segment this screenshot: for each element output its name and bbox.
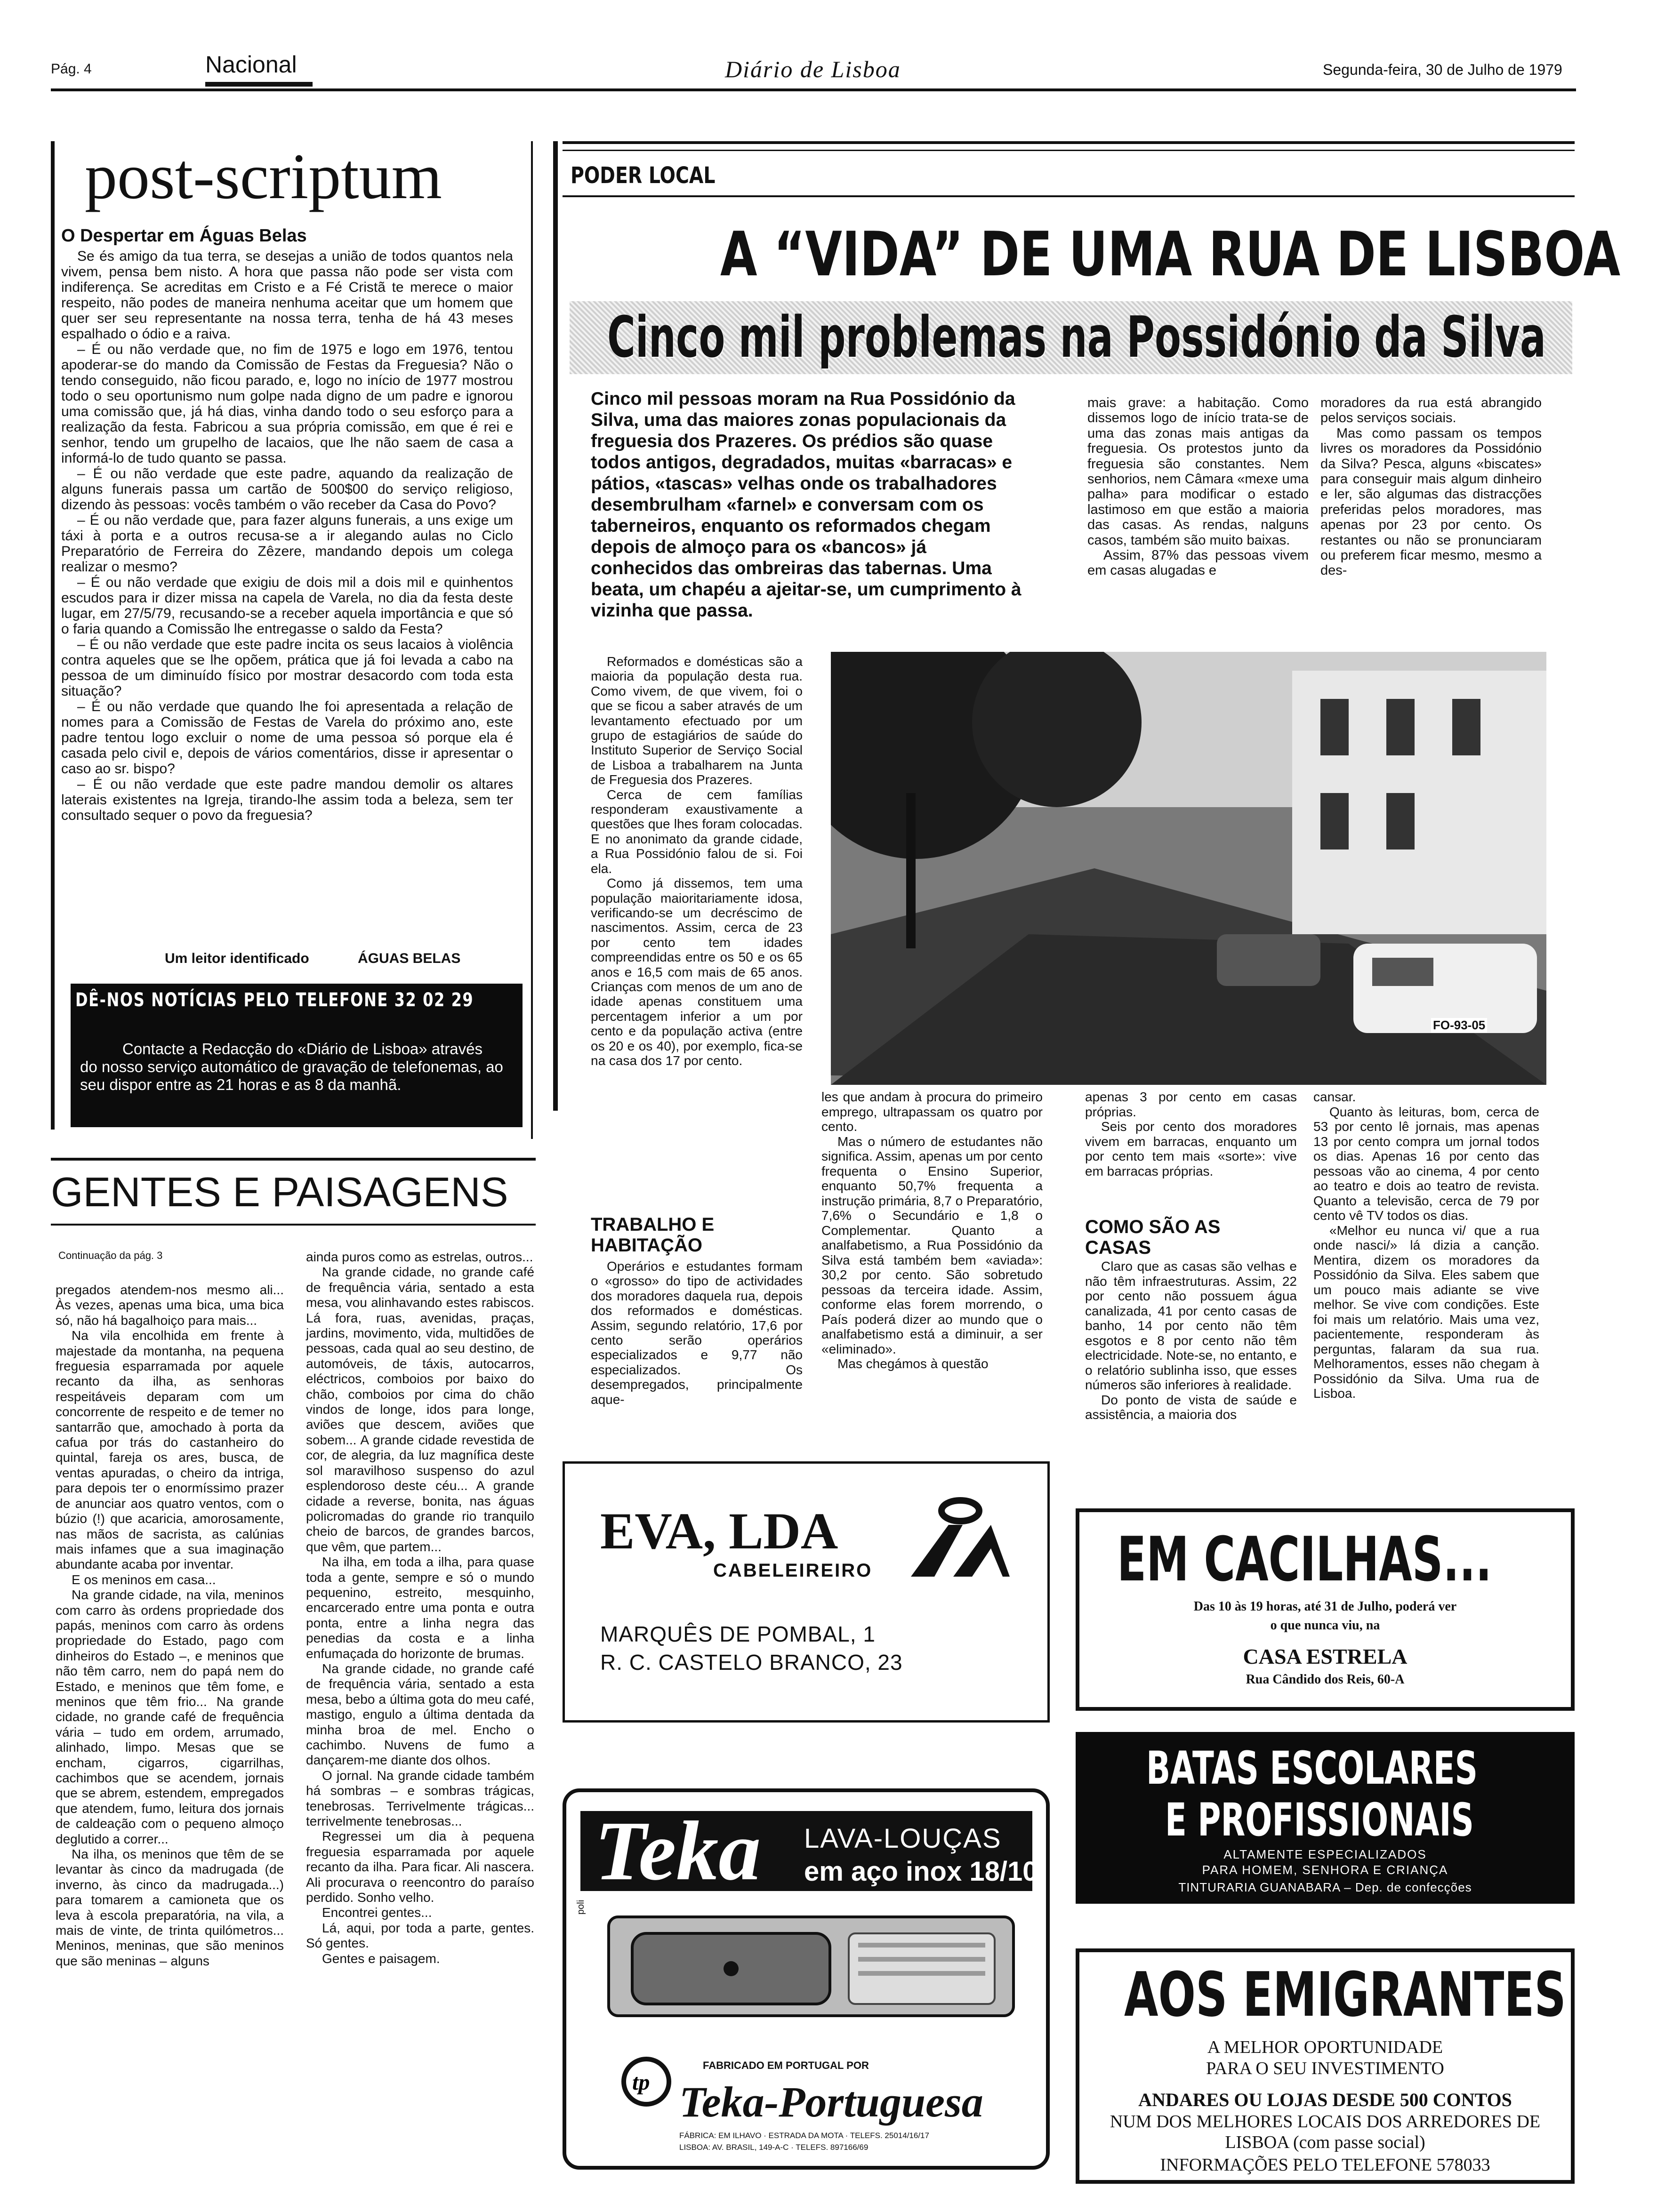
casas-subhead: COMO SÃO AS CASAS [1085,1217,1221,1258]
paragraph: Regressei um dia à pequena freguesia esparramada por aquele recanto da ilha. Para ficar. Ali nascera. Ali procurava o reencontro do paraíso perdido. Sonho velho. [306,1829,534,1905]
poder-local-headline: A “VIDA” DE UMA RUA DE LISBOA [720,218,1621,290]
paragraph: ainda puros como as estrelas, outros... [306,1250,533,1264]
paragraph: Mas chegámos à questão [837,1356,989,1371]
poder-local-colD-mid [1313,1090,1539,1401]
ad-batas-title2: E PROFISSIONAIS [1165,1794,1474,1846]
paragraph: Se és amigo da tua terra, se desejas a união de todos quantos nela vivem, pensa bem nisto. A hora que passa não pode ser vista com indiferença. Se acreditas em Cristo e a Fé Cristã te merece o maior respeito, não podes de maneira nenhuma aceitar que um homem que quer ser seu representante na nossa terra, tenha de há 43 meses espalhado o ódio e a raiva. [61,248,513,342]
gentes-bottom-rule [51,1224,536,1226]
ad-teka-side: poli [576,1899,586,1915]
ad-batas-title1: BATAS ESCOLARES [1146,1742,1478,1795]
section-underline [205,82,313,87]
postscriptum-signature-left: Um leitor identificado [165,951,309,966]
poder-local-colB-mid [821,1090,1043,1371]
paragraph: Assim, 87% das pessoas vivem em casas alugadas e [1087,548,1309,578]
ad-eva-sub: CABELEIREIRO [713,1560,873,1581]
poder-local-kicker: PODER LOCAL [571,162,716,189]
ad-emigrantes-l3: ANDARES OU LOJAS DESDE 500 CONTOS [1138,2089,1512,2110]
ad-emigrantes-l1: A MELHOR OPORTUNIDADE [1207,2037,1443,2057]
paragraph: Mas como passam os tempos livres os moradores da Possidónio da Silva? Pesca, alguns «biscates» para conseguir mais algum dinheiro e ler, são algumas das distracções preferidas pelos moradores, mas apenas por 23 por cento. Os restantes ou não se pronunciaram ou preferem ficar mesmo, mesmo a des- [1320,425,1542,578]
poder-local-lead: Cinco mil pessoas moram na Rua Possidónio da Silva, uma das maiores zonas populacionais da freguesia dos Prazeres. Os prédios são quase todos antigos, degradados, muitas «barracas» e pátios, «tascas» velhas onde os trabalhadores desembrulham «farnel» e conversam com os taberneiros, enquanto os reformados chegam depois de almoço para os «bancos» já conhecidos das ombreiras das tabernas. Uma beata, um chapéu a ajeitar-se, um cumprimento à vizinha que passa. [591,389,1022,621]
ad-eva-name: EVA, LDA [600,1502,838,1560]
poder-local-colB-top [1087,395,1309,578]
paragraph: – É ou não verdade que este padre incita os seus lacaios à violência contra aqueles que se lhe opõem, prática que já foi levada a cabo na pessoa de um diminuído físico por mostrar desacordo com toda esta situação? [61,637,513,699]
postscriptum-right-bar [531,141,533,1139]
paragraph: cansar. [1313,1090,1356,1104]
paragraph: Cerca de cem famílias responderam exaustivamente a questões que lhes foram colocadas. E no anonimato da grande cidade, a Rua Possidónio falou de si. Foi ela. [591,787,803,876]
poder-local-colC-mid [1085,1090,1297,1178]
section-name: Nacional [205,51,297,78]
paragraph: Na ilha, os meninos que têm de se levantar às cinco da madrugada (de inverno, às cinco da madrugada...) para tomarem a camioneta que os leva à escola preparatória, na vila, a mais de vinte, de trinta quilómetros... Meninos, meninas, que são meninos que são meninas – alguns [56,1847,284,1968]
masthead-rule [51,88,1576,91]
poder-local-top-rule [563,141,1575,144]
paragraph: Reformados e domésticas são a maioria da população desta rua. Como vivem, de que vivem, foi o que se ficou a saber através de um levantamento efectuado por um grupo de estagiários de saúde do Instituto Superior de Serviço Social de Lisboa a trabalharem na Junta de Freguesia dos Prazeres. [591,654,803,787]
svg-text:tp: tp [632,2070,650,2095]
postscriptum-signature-right: ÁGUAS BELAS [358,951,461,966]
teka-portuguesa-logo-icon [620,2056,672,2108]
paragraph: Operários e estudantes formam o «grosso» do tipo de actividades dos moradores daquela rua, depois dos reformados e domésticas. Assim, segundo relatório, 17,6 por cento serão operários especializados e 9,77 não especializados. Os desempregados, principalmente aque- [591,1259,803,1407]
gentes-continuation: Continuação da pág. 3 [58,1250,163,1261]
paragraph: Lá, aqui, por toda a parte, gentes. Só gentes. [306,1920,534,1951]
ad-eva-addr1: MARQUÊS DE POMBAL, 1 [600,1622,876,1646]
gentes-col2 [306,1250,534,1966]
paragraph: apenas 3 por cento em casas próprias. [1085,1090,1297,1119]
poder-local-left-bar [553,141,558,1111]
paragraph: Encontrei gentes... [322,1905,432,1920]
ad-cacilhas-line2: o que nunca viu, na [1270,1618,1380,1633]
masthead [0,0,1657,94]
paragraph: Claro que as casas são velhas e não têm infraestruturas. Assim, 22 por cento não possuem água canalizada, 41 por cento casas de banho, 14 por cento não têm esgotos e 8 por cento não têm electricidade. Note-se, no entanto, e o relatório sublinha isso, que esses números são inferiores à realidade. [1085,1259,1297,1392]
postscriptum-title: post-scriptum [85,140,442,212]
paragraph: Na grande cidade, na vila, meninos com carro às ordens propriedade dos papás, meninos com carro às ordens propriedade do Estado, pago com dinheiros do Estado –, e meninos que não têm carro, nem do papá nem do Estado, e meninos que têm fome, e meninos que têm frio... Na grande cidade, no grande café de frequência vária – tudo em ordem, arrumado, alinhado, limpo. Mesas que se encham, cigarros, cigarrilhas, cachimbos que se acendem, jornais que se abrem, estendem, empregados que atendem, fumo, leitura dos jornais de caldeação com o pequeno almoço deglutido a correr... [56,1587,284,1846]
paragraph: – É ou não verdade que quando lhe foi apresentada a relação de nomes para a Comissão de Festas de Varela do próximo ano, este padre tentou logo excluir o nome de uma pessoa só porque ela é casada pelo civil e, depois de vários comentários, disse ir apresentar o caso ao sr. bispo? [61,699,513,777]
paper-name: Diário de Lisboa [725,56,901,82]
paragraph: Seis por cento dos moradores vivem em barracas, enquanto um por cento tem mais «sorte»: vive em barracas próprias. [1085,1119,1297,1178]
paragraph: mais grave: a habitação. Como dissemos logo de início trata-se de uma das zonas mais antigas da freguesia. Os protestos junto da freguesia são constantes. Nem senhorios, nem Câmara «mexe uma palha» para modificar o estado lastimoso em que estão a maioria das casas. As rendas, nalguns casos, também são muito baixas. [1087,395,1309,548]
paragraph: E os meninos em casa... [72,1572,216,1587]
paragraph: Gentes e paisagem. [322,1951,440,1966]
paragraph: – É ou não verdade que este padre, aquando da realização de alguns funerais passa um cartão de 500$00 do serviço religioso, dizendo às pessoas: vocês também o vão receber da Casa do Povo? [61,466,513,513]
paragraph: Na vila encolhida em frente à majestade da montanha, na pequena freguesia esparramada por aquele recanto da ilha, as senhoras respeitáveis deparam com um concorrente de respeito e de temer no santarrão que, amochado à porta da cafua por trás do castanheiro do quintal, fareja os ares, busca, de ventas apuradas, o cheiro da intriga, para depois ter o enormíssimo prazer de anunciar aos quatro ventos, com o búzio (!) que acaricia, amorosamente, nas mãos de sacrista, as calúnias mais infames que a sua imaginação abundante acaba por inventar. [56,1328,284,1572]
ad-cacilhas-shop: CASA ESTRELA [1243,1644,1408,1668]
ad-emigrantes [1076,1948,1575,2184]
postscriptum-left-bar [51,141,55,1130]
ad-teka-product2: em aço inox 18/10 [804,1856,1038,1887]
poder-local-colA2 [591,1259,803,1407]
paragraph: – É ou não verdade que exigiu de dois mil a dois mil e quinhentos escudos para ir dizer missa na capela de Varela, no dia da festa deste lugar, em 27/5/79, recusando-se a receber aquela importância e que só o faria quando a Comissão lhe entregasse o saldo da Festa? [61,575,513,637]
paragraph: Mas o número de estudantes não significa. Assim, apenas um por cento frequenta o Ensino Superior, enquanto 50,7% frequenta a instrução primária, 8,7 o Preparatório, 7,6% o Secundário e 1,8 o Complementar. Quanto a analfabetismo, a Rua Possidónio da Silva está também bem «aviada»: 30,2 por cento. São sobretudo pessoas da terceira idade. Assim, conforme elas forem morrendo, o País poderá dizer ao mundo que o analfabetismo está a diminuir, a ser «eliminado». [821,1134,1043,1356]
ad-cacilhas-addr: Rua Cândido dos Reis, 60-A [1246,1672,1405,1687]
ad-eva-addr2: R. C. CASTELO BRANCO, 23 [600,1650,903,1675]
street-photo [831,652,1546,1085]
issue-date: Segunda-feira, 30 de Julho de 1979 [1323,61,1562,78]
ad-teka-brand: Teka [595,1804,761,1898]
poder-local-subhead: Cinco mil problemas na Possidónio da Silva [607,305,1546,370]
trabalho-subhead: TRABALHO E HABITAÇÃO [591,1214,715,1256]
paragraph: pregados atendem-nos mesmo ali... Às vezes, apenas uma bica, uma bica só, não há bagalhoiço para mais... [56,1282,284,1328]
ad-cacilhas-line1: Das 10 às 19 horas, até 31 de Julho, poderá ver [1193,1599,1457,1614]
paragraph: moradores da rua está abrangido pelos serviços sociais. [1320,395,1542,426]
postscriptum-subtitle: O Despertar em Águas Belas [61,226,307,246]
ad-teka-made: FABRICADO EM PORTUGAL POR [703,2060,869,2071]
gentes-col1 [56,1282,284,1969]
phone-box-headline: DÊ-NOS NOTÍCIAS PELO TELEFONE 32 02 29 [75,989,474,1011]
poder-local-colA [591,654,803,1068]
sink-image [604,1898,1018,2030]
paragraph: «Melhor eu nunca vi/ que a rua onde nasci/» lá dizia a canção. Mentira, dizem os moradores da Possidónio da Silva. Eles sabem que um pouco mais adiante se vive melhor. Se vive com condições. Este foi mais um relatório. Mais uma vez, pacientemente, responderam às perguntas, falaram da sua rua. Melhoramentos, esses não chegam à Possidónio da Silva. Uma rua de Lisboa. [1313,1223,1539,1401]
ad-eva [563,1461,1050,1723]
ad-emigrantes-l4: NUM DOS MELHORES LOCAIS DOS ARREDORES DE LISBOA (com passe social) [1110,2112,1541,2152]
ad-emigrantes-l2: PARA O SEU INVESTIMENTO [1206,2059,1444,2078]
paragraph: – É ou não verdade que, para fazer alguns funerais, a uns exige um táxi à porta e a outros recusa-se a ir alegando aulas no Ciclo Preparatório de Ferreira do Zêzere, mandando depois um colega realizar o mesmo? [61,513,513,575]
ad-batas [1076,1732,1575,1904]
paragraph: – É ou não verdade que, no fim de 1975 e logo em 1976, tentou apoderar-se do mando da Comissão de Festas da Freguesia? Não o tendo conseguido, não ficou parado, e, logo no início de 1977 mostrou todo o seu oportunismo num golpe nada digno de um padre e ignorou uma comissão que, já há dias, vinha dando todo o seu esforço para a realização da festa. Fabricou a sua própria comissão, em que é rei e senhor, tendo um grupelho de lacaios, que lhe não saem de casa a informá-lo de tudo quanto se passa. [61,342,513,466]
phone-box [71,984,523,1127]
gentes-top-rule [51,1158,536,1161]
poder-local-top-rule-2 [563,150,1575,151]
paragraph: Na grande cidade, no grande café de frequência vária, sentado a esta mesa, bebo a última gota do meu café, mastigo, engulo a última dentada da minha broa de mel. Encho o cachimbo. Nuvens de fumo a dançarem-me diante dos olhos. [306,1661,534,1768]
paragraph: Quanto às leituras, bom, cerca de 53 por cento lê jornais, mas apenas 13 por cento compra um jornal todos os dias. Apenas 16 por cento das pessoas vão ao cinema, 4 por cento ao teatro e dois ao teatro de revista. Quanto a televisão, cerca de 79 por cento vê TV todos os dias. [1313,1104,1539,1223]
ad-teka [563,1788,1050,2170]
paragraph: Do ponto de vista de saúde e assistência, a maioria dos [1085,1392,1297,1422]
ad-batas-line: TINTURARIA GUANABARA – Dep. de confecções [1178,1880,1472,1894]
paragraph: Como já dissemos, tem uma população maioritariamente idosa, verificando-se um decréscimo de nascimentos. Assim, cerca de 23 por cento tem idades compreendidas entre os 50 e os 65 anos e 16,5 com mais de 65 anos. Crianças com menos de um ano de idade apenas constituem uma percentagem inferior a um por cento e da população activa (entre os 20 e os 40), por exemplo, fica-se na casa dos 17 por cento. [591,876,803,1068]
ad-teka-product1: LAVA-LOUÇAS [804,1823,1002,1854]
poder-local-kicker-rule [563,195,1575,197]
phone-box-text: Contacte a Redacção do «Diário de Lisboa» através do nosso serviço automático de gravação de telefonemas, ao seu dispor entre as 21 horas e as 8 da manhã. [80,1040,503,1093]
paragraph: Na grande cidade, no grande café de frequência vária, sentado a esta mesa, vou alinhavando estes rabiscos. Lá fora, ruas, avenidas, praças, jardins, movimento, vida, multidões de pessoas, cada qual ao seu destino, de automóveis, de táxis, autocarros, eléctricos, comboios por baixo do chão, comboios por cima do chão vindos de longe, idos para longe, aviões que descem, aviões que sobem... A grande cidade revestida de cor, de alegria, da luz magnífica deste sol maravilhoso suspenso do azul esplendoroso deste céu... A grande cidade a reverse, bonita, nas águas policromadas do grande rio tranquilo cheio de barcos, de grandes barcos, que vêm, que partem... [306,1265,534,1554]
ad-cacilhas [1076,1508,1575,1711]
ad-batas-sub1: ALTAMENTE ESPECIALIZADOS [1223,1847,1427,1861]
postscriptum-body [61,248,513,823]
page-number: Pág. 4 [51,61,92,77]
paragraph: les que andam à procura do primeiro emprego, ultrapassam os quatro por cento. [821,1090,1043,1134]
ad-cacilhas-title: EM CACILHAS... [1117,1523,1492,1595]
ad-emigrantes-title: AOS EMIGRANTES [1124,1959,1566,2030]
car-plate: FO-93-05 [1431,1018,1487,1033]
paragraph: – É ou não verdade que este padre mandou demolir os altares laterais existentes na Igreja, tirando-lhe assim toda a beleza, sem ter consultado sequer o povo da freguesia? [61,777,513,823]
ad-emigrantes-l5: INFORMAÇÕES PELO TELEFONE 578033 [1160,2155,1490,2175]
paragraph: Na ilha, em toda a ilha, para quase toda a gente, sempre e só o mundo pequenino, estreito, mesquinho, encarcerado entre uma ponta e outra ponta, entre a linha negra das penedias da costa e a linha enfumaçada do horizonte de brumas. [306,1555,534,1661]
ad-teka-addr1: FÁBRICA: EM ILHAVO · ESTRADA DA MOTA · TELEFS. 25014/16/17 [679,2131,929,2140]
poder-local-colC-mid2 [1085,1259,1297,1422]
paragraph: O jornal. Na grande cidade também há sombras – e sombras trágicas, tenebrosas. Terrivelmente trágicas... terrivelmente tenebrosas... [306,1768,534,1829]
ad-batas-sub2: PARA HOMEM, SENHORA E CRIANÇA [1202,1863,1448,1877]
ad-eva-logo-icon [901,1497,1019,1577]
poder-local-colC-top [1320,395,1542,578]
ad-teka-company: Teka-Portuguesa [679,2078,983,2126]
ad-teka-addr2: LISBOA: AV. BRASIL, 149-A-C · TELEFS. 897166/69 [679,2143,869,2152]
gentes-title: GENTES E PAISAGENS [51,1169,508,1215]
